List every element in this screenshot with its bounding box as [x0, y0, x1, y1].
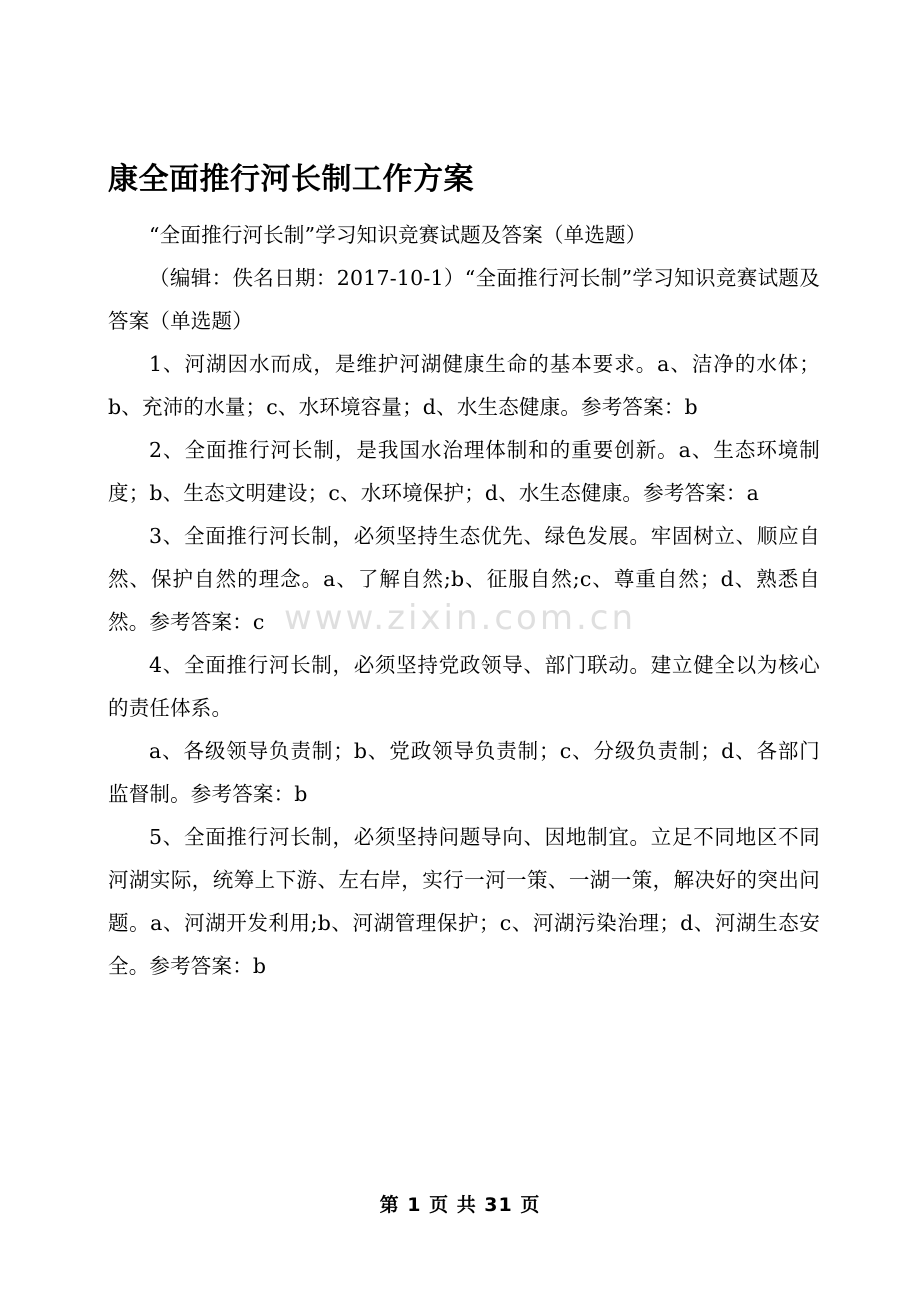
question-paragraph-2: 2、全面推行河长制，是我国水治理体制和的重要创新。a、生态环境制度；b、生态文明建设；c、水环境保护；d、水生态健康。参考答案：a [108, 438, 820, 505]
question-paragraph-4: 4、全面推行河长制，必须坚持党政领导、部门联动。建立健全以为核心的责任体系。 [108, 653, 820, 720]
question-paragraph-5: 5、全面推行河长制，必须坚持问题导向、因地制宜。立足不同地区不同河湖实际，统筹上下游、左右岸，实行一河一策、一湖一策，解决好的突出问题。a、河湖开发利用;b、河湖管理保护；c、河湖污染治理；d、河湖生态安全。参考答案：b [108, 825, 820, 978]
document-meta: （编辑：佚名日期：2017-10-1）“全面推行河长制”学习知识竞赛试题及答案（单选题） [108, 266, 820, 333]
document-body [108, 0, 820, 988]
watermark-text: www.zixin.com.cn [284, 598, 636, 638]
question-paragraph-3: 3、全面推行河长制，必须坚持生态优先、绿色发展。牢固树立、顺应自然、保护自然的理念。a、了解自然;b、征服自然;c、尊重自然；d、熟悉自然。参考答案：c [108, 524, 820, 634]
question-paragraph-4-options: a、各级领导负责制；b、党政领导负责制；c、分级负责制；d、各部门监督制。参考答案：b [108, 739, 820, 806]
document-subtitle: “全面推行河长制”学习知识竞赛试题及答案（单选题） [149, 223, 647, 247]
question-paragraph-1: 1、河湖因水而成，是维护河湖健康生命的基本要求。a、洁净的水体；b、充沛的水量；c、水环境容量；d、水生态健康。参考答案：b [108, 352, 820, 419]
page-title: 康全面推行河长制工作方案 [108, 162, 474, 197]
page-footer: 第 1 页 共 31 页 [379, 1194, 541, 1216]
